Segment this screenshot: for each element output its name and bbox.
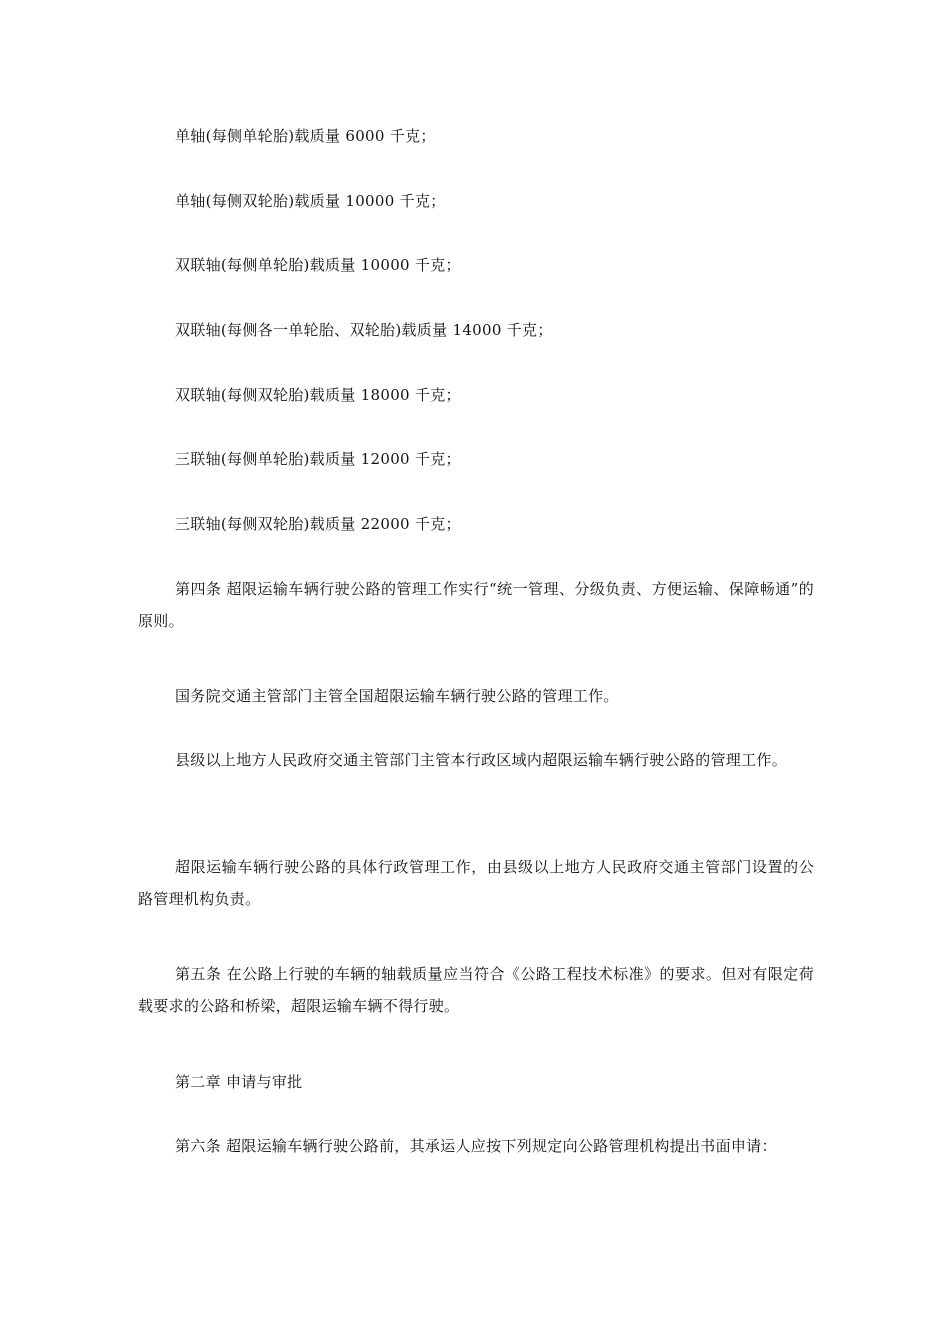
paragraph-axle-load-3: 双联轴(每侧单轮胎)载质量 10000 千克； xyxy=(175,256,461,274)
paragraph-axle-load-6: 三联轴(每侧单轮胎)载质量 12000 千克； xyxy=(175,450,461,468)
paragraph-axle-load-4: 双联轴(每侧各一单轮胎、双轮胎)载质量 14000 千克； xyxy=(175,321,553,339)
paragraph-state-council: 国务院交通主管部门主管全国超限运输车辆行驶公路的管理工作。 xyxy=(175,687,619,705)
chapter-heading: 第二章 申请与审批 xyxy=(175,1073,303,1091)
paragraph-county-level: 县级以上地方人民政府交通主管部门主管本行政区域内超限运输车辆行驶公路的管理工作。 xyxy=(175,751,788,769)
paragraph-article-6: 第六条 超限运输车辆行驶公路前，其承运人应按下列规定向公路管理机构提出书面申请： xyxy=(175,1137,777,1155)
paragraph-axle-load-1: 单轴(每侧单轮胎)载质量 6000 千克； xyxy=(175,127,436,145)
paragraph-axle-load-7: 三联轴(每侧双轮胎)载质量 22000 千克； xyxy=(175,515,461,533)
paragraph-article-5: 第五条 在公路上行驶的车辆的轴载质量应当符合《公路工程技术标准》的要求。但对有限定荷载要求的公路和桥梁，超限运输车辆不得行驶。 xyxy=(138,965,814,1015)
paragraph-axle-load-5: 双联轴(每侧双轮胎)载质量 18000 千克； xyxy=(175,386,461,404)
paragraph-axle-load-2: 单轴(每侧双轮胎)载质量 10000 千克； xyxy=(175,192,446,210)
paragraph-article-4: 第四条 超限运输车辆行驶公路的管理工作实行“统一管理、分级负责、方便运输、保障畅通”的原则。 xyxy=(138,580,814,630)
paragraph-administration: 超限运输车辆行驶公路的具体行政管理工作，由县级以上地方人民政府交通主管部门设置的公路管理机构负责。 xyxy=(138,858,814,908)
